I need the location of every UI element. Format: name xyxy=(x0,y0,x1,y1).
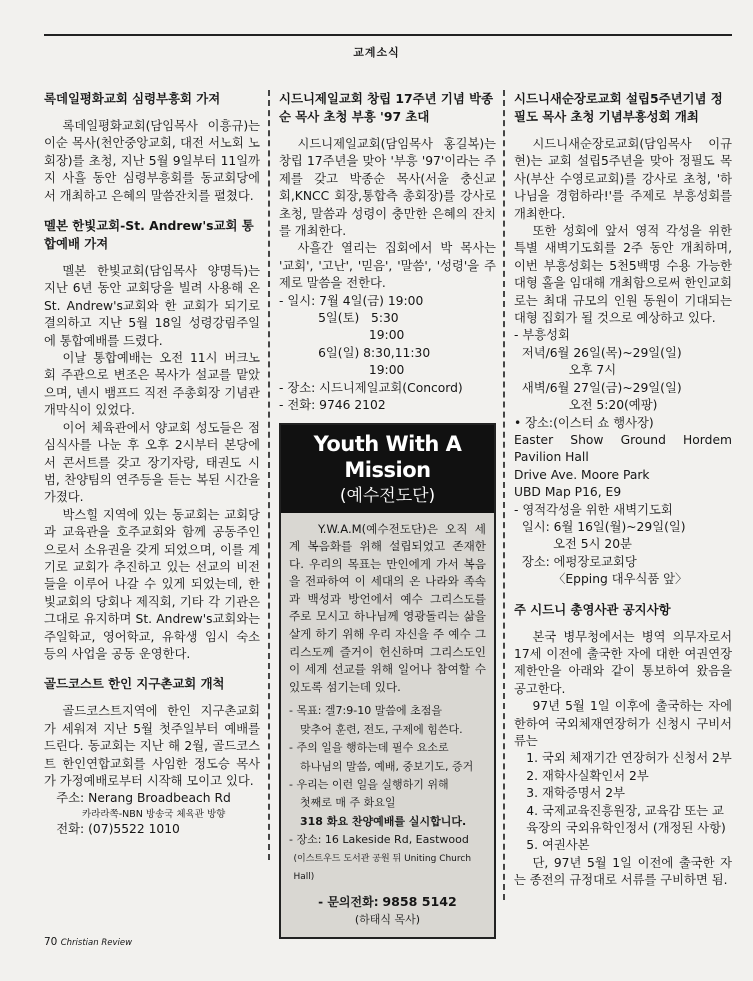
article-body: 사흘간 열리는 집회에서 박 목사는 '교회', '고난', '믿음', '말씀', '성령'을 주제로 말씀을 전한다. xyxy=(279,241,496,291)
page-footer xyxy=(44,936,132,948)
article-title: 멜본 한빛교회-St. Andrew's교회 통합예배 가져 xyxy=(44,218,254,252)
article-body: 이날 통합예배는 오전 11시 버크노회 주관으로 변조은 목사가 설교를 맡았으며, 넨시 뱀프드 직전 주총회장 기념관 개막식이 있었다. xyxy=(44,351,260,418)
ywam-subtitle: (예수전도단) xyxy=(339,485,436,506)
list-item: 5. 여권사본 xyxy=(526,838,590,853)
ywam-contact: - 문의전화: 9858 5142 (하태식 목사) xyxy=(289,893,486,929)
article-body: 록데일평화교회(담임목사 이흥규)는 이순 목사(천안중앙교회, 대전 서노회 노회장)를 초청, 지난 5월 9일부터 11일까지 사흘 동안 심령부흥회를 동교회당에서 개최하고 은혜의 말씀잔치를 펼쳤다. xyxy=(44,119,260,203)
list-item: - 우리는 이런 일을 실행하기 위해 xyxy=(289,778,449,792)
column-divider xyxy=(503,90,505,900)
event-info: - 부흥성회 저녁/6월 26일(목)~29일(일) 오후 7시 새벽/6월 27일(금)~29일(일) 오전 5:20(예팡) • 장소:(이스터 쇼 행사장) Easter Show Ground Hordem Pavilion Hall Drive Ave. Moore Park UBD Map P16, E9 - 영적각성을 위한 새벽기도회 일시: 6월 16일(월)~29일(일) 오전 5시 20분 장소: 에펑장로교회당 〈Epping 대우식품 앞〉 xyxy=(514,328,732,587)
article-title: 시드니제일교회 창립 17주년 기념 박종순 목사 초청 부흥 '97 초대 xyxy=(279,91,494,124)
column-3 xyxy=(514,90,732,890)
page-number: 70 xyxy=(44,936,58,948)
ywam-text: Y.W.A.M(예수전도단)은 오직 세계 복음화를 위해 설립되었고 존재한다. 우리의 목표는 만인에게 가서 복음을 전파하여 이 세대의 온 나라와 족속과 백성과 방언에서 예수 그리스도를 주로 모시고 하나님께 영광돌리는 삶을 살게 하기 위해 우리 자신을 주 예수 그리스도께 즐거이 헌신하며 그리스도인이 세계 선교를 위해 일어나 참여할 수 있도록 섬기는데 있다. xyxy=(289,521,486,694)
ywam-box xyxy=(279,423,496,939)
ywam-phone: 9858 5142 xyxy=(382,893,457,909)
magazine-name: Christian Review xyxy=(60,938,133,948)
top-rule xyxy=(44,34,732,36)
ywam-title: Youth With A Mission xyxy=(313,431,462,482)
article-body: 시드니새순장로교회(담임목사 이규현)는 교회 설립5주년을 맞아 정필도 목사(부산 수영로교회)를 강사로 초청, '하나님을 경험하라!'를 주제로 부흥성회를 개최한다. xyxy=(514,137,732,221)
article-body: 박스힐 지역에 있는 동교회는 교회당과 교육관을 호주교회와 함께 공동주인으로서 소유권을 갖게 되었으며, 이를 계기로 교회가 추진하고 있는 선교의 비전들을 이루어 나갈 수 있게 되었는데, 한빛교회의 당회나 제직회, 기타 각 기관은 그대로 유지하며 St. Andrew's교회와는 주일학교, 영어학교, 유학생 임시 숙소 등의 사업을 공동 운영한다. xyxy=(44,507,260,661)
list-item: 맞추어 훈련, 전도, 구제에 힘쓴다. xyxy=(300,722,463,736)
column-divider xyxy=(268,90,270,860)
article-body: 시드니제일교회(담임목사 홍길복)는 창립 17주년을 맞아 '부흥 '97'이라는 주제를 갖고 박종순 목사(서울 충신교회,KNCC 회장,통합측 총회장)를 강사로 초청, 말씀과 성령이 충만한 은혜의 잔치를 개최한다. xyxy=(279,137,496,239)
article-title: 록데일평화교회 심령부흥회 가져 xyxy=(44,91,221,106)
phone-line: 전화: (07)5522 1010 xyxy=(56,821,180,836)
column-2 xyxy=(279,90,496,945)
article-body: 단, 97년 5월 1일 이전에 출국한 자는 종전의 규정대로 서류를 구비하면 됨. xyxy=(514,855,732,888)
list-item: - 장소: 16 Lakeside Rd, Eastwood xyxy=(289,833,469,847)
list-item: 2. 재학사실확인서 2부 xyxy=(526,768,649,783)
address-line: 주소: Nerang Broadbeach Rd xyxy=(56,791,231,806)
ywam-body xyxy=(281,513,494,937)
article-body: 또한 성회에 앞서 영적 각성을 위한 특별 새벽기도회를 2주 동안 개최하며, 이번 부흥성회는 5천5백명 수용 가능한 대형 홀을 임대해 개최함으로써 한인교회로는 최대 규모의 인원 동원이 기대되는 대형 집회가 될 것으로 예상하고 있다. xyxy=(514,224,732,326)
list-item: 3. 재학증명서 2부 xyxy=(526,786,625,801)
list-item: - 목표: 겔7:9-10 말씀에 초점을 xyxy=(289,704,442,718)
article-body: 이어 체육관에서 양교회 성도들은 점심식사를 나눈 후 오후 2시부터 본당에서 콘서트를 갖고 장기자랑, 태권도 시범, 찬양팀의 연주등을 듣는 복된 시간을 가졌다. xyxy=(44,420,260,505)
ywam-header xyxy=(281,425,494,513)
list-item: (이스트우드 도서관 공원 뒤 Uniting Church Hall) xyxy=(293,853,472,883)
article-body: 97년 5월 1일 이후에 출국하는 자에 한하여 국외체재연장허가 신청시 구비서류는 xyxy=(514,699,732,748)
ywam-list xyxy=(289,702,486,886)
event-info: - 일시: 7월 4일(금) 19:00 5일(토) 5:30 19:00 6일(일) 8:30,11:30 19:00 - 장소: 시드니제일교회(Concord) - 전화: 9746 2102 xyxy=(279,293,463,413)
list-item: 첫째로 매 주 화요일 xyxy=(300,796,396,810)
list-item: 하나님의 말씀, 예배, 중보기도, 증거 xyxy=(300,759,474,773)
ywam-contact-person: (하태식 목사) xyxy=(354,913,421,927)
article-title: 주 시드니 총영사관 공지사항 xyxy=(514,601,671,617)
article-title: 골드코스트 한인 지구촌교회 개척 xyxy=(44,676,225,692)
section-label: 교계소식 xyxy=(353,46,400,59)
list-item: 4. 국제교육진흥원장, 교육감 또는 교육장의 국외유학인정서 (개정된 사항) xyxy=(526,803,726,836)
list-item: - 주의 일을 행하는데 필수 요소로 xyxy=(289,741,449,755)
article-body: 멜본 한빛교회(담임목사 양명득)는 지난 6년 동안 교회당을 빌려 사용해 온 St. Andrew's교회와 한 교회가 되기로 결의하고 지난 5월 18일 성령강림주일에 통합예배를 드렸다. xyxy=(44,264,260,348)
list-item: 318 화요 찬양예배를 실시합니다. xyxy=(300,814,467,828)
article-title: 시드니새순장로교회 설립5주년기념 정필도 목사 초청 기념부흥성회 개최 xyxy=(514,91,723,124)
column-1 xyxy=(44,90,260,838)
article-body: 골드코스트지역에 한인 지구촌교회가 세워져 지난 5월 첫주일부터 예배를 드린다. 동교회는 지난 해 2월, 골드코스트 한인연합교회를 사임한 정도승 목사가 가정예배로부터 시작해 모이고 있다. xyxy=(44,704,260,788)
list-item: 1. 국외 체재기간 연장허가 신청서 2부 xyxy=(526,751,732,766)
address-detail: 카라라쪽-NBN 방송국 체육관 방향 xyxy=(82,808,226,820)
article-body: 본국 병무청에서는 병역 의무자로서 17세 이전에 출국한 자에 대한 여권연장 제한안을 아래와 같이 통보하여 왔음을 공고한다. xyxy=(514,629,732,696)
